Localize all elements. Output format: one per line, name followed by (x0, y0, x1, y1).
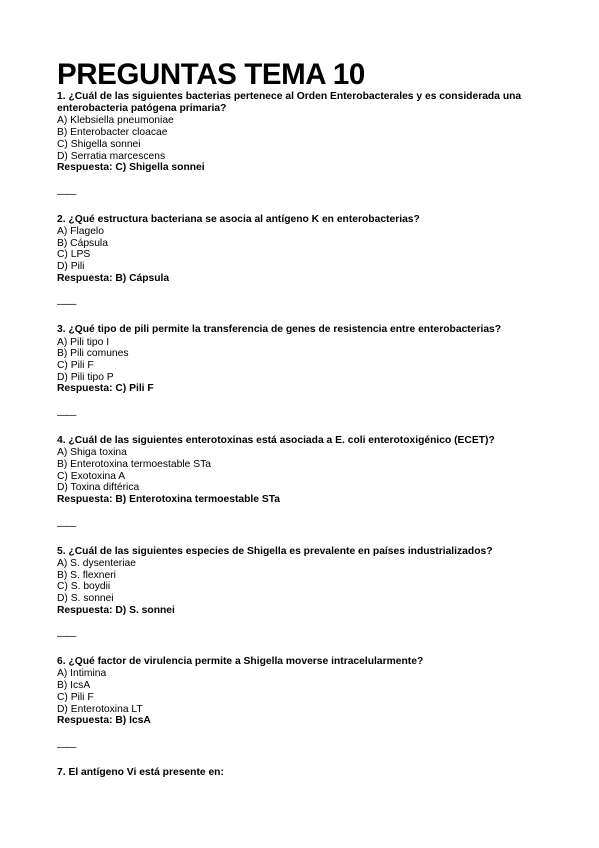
option-text: D) Pili tipo P (57, 371, 114, 383)
option-text: D) Pili (57, 261, 85, 273)
option-text: B) Enterobacter cloacae (57, 127, 168, 139)
option-text: C) LPS (57, 249, 91, 261)
question-text: 1. ¿Cuál de las siguientes bacterias pertenece al Orden Enterobacterales y es considerada una enterobacteria patógena primaria? (57, 91, 522, 115)
option-text: C) Pili F (57, 360, 94, 372)
answer-text: Respuesta: D) S. sonnei (57, 604, 175, 616)
option-text: A) Klebsiella pneumoniae (57, 115, 174, 127)
question-block (57, 656, 557, 728)
option-text: D) Enterotoxina LT (57, 703, 143, 715)
separator: —— (57, 741, 76, 753)
document-page (57, 58, 557, 779)
option-text: B) IcsA (57, 680, 91, 692)
separator: —— (57, 410, 76, 422)
question-text: 7. El antígeno Vi está presente en: (57, 766, 224, 778)
question-block (57, 435, 557, 507)
question-block (57, 214, 557, 286)
option-text: A) Flagelo (57, 226, 104, 238)
answer-text: Respuesta: B) IcsA (57, 715, 151, 727)
answer-text: Respuesta: B) Enterotoxina termoestable STa (57, 494, 280, 506)
separator: —— (57, 631, 76, 643)
question-text: 2. ¿Qué estructura bacteriana se asocia al antígeno K en enterobacterias? (57, 213, 420, 225)
option-text: C) Shigella sonnei (57, 138, 141, 150)
page-title: PREGUNTAS TEMA 10 (57, 58, 365, 91)
separator: —— (57, 188, 76, 200)
option-text: B) S. flexneri (57, 569, 116, 581)
question-text: 5. ¿Cuál de las siguientes especies de Shigella es prevalente en países industrializados? (57, 545, 493, 557)
question-block (57, 324, 557, 396)
option-text: D) Toxina diftérica (57, 482, 140, 494)
question-text: 3. ¿Qué tipo de pili permite la transferencia de genes de resistencia entre enterobacterias? (57, 324, 502, 336)
separator: —— (57, 299, 76, 311)
option-text: A) Intimina (57, 668, 107, 680)
answer-text: Respuesta: B) Cápsula (57, 272, 170, 284)
answer-text: Respuesta: C) Pili F (57, 383, 154, 395)
option-text: A) S. dysenteriae (57, 557, 136, 569)
option-text: A) Shiga toxina (57, 447, 127, 459)
option-text: A) Pili tipo I (57, 336, 110, 348)
option-text: B) Cápsula (57, 237, 108, 249)
option-text: D) Serratia marcescens (57, 150, 166, 162)
option-text: C) Pili F (57, 691, 94, 703)
separator: —— (57, 520, 76, 532)
option-text: B) Enterotoxina termoestable STa (57, 458, 211, 470)
option-text: B) Pili comunes (57, 348, 129, 360)
option-text: C) S. boydii (57, 581, 111, 593)
answer-text: Respuesta: C) Shigella sonnei (57, 162, 205, 174)
option-text: C) Exotoxina A (57, 470, 126, 482)
question-text: 4. ¿Cuál de las siguientes enterotoxinas está asociada a E. coli enterotoxigénico (ECET)? (57, 435, 495, 447)
question-block (57, 91, 557, 175)
question-block (57, 546, 557, 618)
option-text: D) S. sonnei (57, 592, 114, 604)
question-text: 6. ¿Qué factor de virulencia permite a Shigella moverse intracelularmente? (57, 656, 424, 668)
